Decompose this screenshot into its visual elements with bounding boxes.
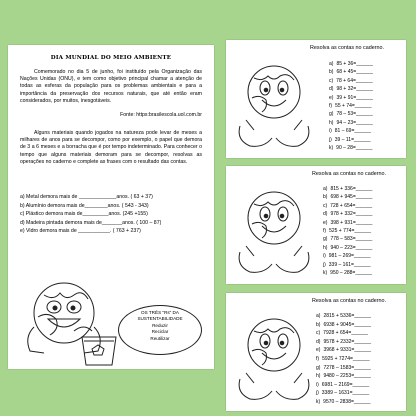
exercise-item (323, 210, 372, 218)
card-3-exercises (316, 312, 371, 407)
exercise-expression: 6938 + 9045=______ (323, 321, 372, 328)
exercise-item (329, 127, 373, 135)
exercise-letter: f) (329, 103, 333, 110)
exercise-expression: 94 – 23=______ (336, 119, 373, 126)
exercise-item (323, 219, 372, 227)
exercise-item (323, 261, 372, 269)
exercise-letter: e) (323, 219, 328, 226)
exercise-item (329, 85, 373, 93)
exercise-letter: c) (323, 202, 328, 209)
exercise-letter: k) (323, 270, 328, 277)
exercise-item (316, 312, 371, 321)
exercise-expression: 3389 – 1631=______ (321, 390, 370, 397)
bubble-reduce: Reduzir (152, 322, 168, 328)
exercise-letter: j) (316, 390, 319, 397)
exercise-expression: 78 – 53=______ (336, 111, 373, 118)
exercise-letter: j) (323, 261, 326, 268)
exercise-letter: j) (329, 136, 332, 143)
exercise-expression: 698 + 945=______ (330, 194, 373, 201)
exercise-item (323, 269, 372, 277)
exercise-expression: 7278 – 1583=______ (323, 364, 371, 371)
exercise-letter: d) (316, 338, 321, 345)
decomposition-questions (20, 193, 210, 236)
question-item: d) Madeira pintada demora mais de_______anos. ( 100 – 87) (20, 219, 162, 226)
exercise-expression: 85 + 36=______ (336, 61, 373, 67)
intro-text: Comemorado no dia 5 de junho, foi instituído pela Organização das Nações Unidas (ONU), e tem como objetivo principal chamar a atenção de todas as esferas da população para os problemas ambientais e para a importância da preservação dos recursos naturais, que até então eram considerados, por muitos, inesgotáveis. (20, 69, 202, 104)
exercise-expression: 78 + 64=______ (336, 77, 373, 84)
exercise-expression: 6981 – 2169=______ (321, 381, 370, 388)
exercise-expression: 950 – 288=______ (330, 270, 373, 277)
exercise-item (316, 329, 371, 338)
exercise-letter: c) (316, 330, 321, 337)
exercise-expression: 815 + 336=______ (330, 186, 373, 192)
exercise-letter: f) (316, 355, 320, 362)
exercise-expression: 9570 – 2838=______ (323, 398, 371, 405)
card-3-title: Resolva as contas no caderno. (312, 298, 387, 304)
exercise-expression: 81 – 69=______ (334, 128, 372, 135)
exercise-expression: 2815 + 5336=______ (323, 313, 372, 319)
exercise-letter: d) (323, 211, 328, 218)
exercise-letter: e) (316, 347, 321, 354)
exercise-item (316, 389, 371, 398)
bubble-recycle: Reciclar (151, 329, 169, 335)
exercise-letter: h) (316, 373, 321, 380)
smiling-globe-icon (234, 54, 314, 154)
exercise-expression: 525 + 774=______ (329, 228, 372, 235)
exercise-item (316, 321, 371, 330)
question-item: b) Alumínio demora mais de________anos. ( 543 - 343) (20, 202, 149, 209)
exercise-item (329, 102, 373, 110)
exercise-letter: d) (329, 86, 334, 93)
exercise-item (316, 381, 371, 390)
exercise-expression: 5925 + 7274=______ (322, 355, 370, 362)
exercise-item (329, 119, 373, 127)
bubble-heading: OS TRÊS "Rs" DA (141, 310, 179, 315)
exercise-expression: 39 – 11=______ (334, 136, 371, 143)
exercise-letter: k) (329, 145, 334, 152)
exercise-letter: g) (329, 111, 334, 118)
exercise-expression: 728 + 654=______ (330, 202, 373, 209)
exercise-item (329, 94, 373, 102)
exercise-expression: 398 + 931=______ (330, 219, 373, 226)
main-worksheet (8, 45, 214, 369)
exercise-item (323, 193, 372, 201)
exercise-expression: 90 – 28=______ (336, 145, 373, 152)
exercise-item (323, 227, 372, 235)
exercise-expression: 339 – 161=______ (328, 261, 371, 268)
source-citation: Fonte: https:brasilescola.uol.com.br (120, 112, 202, 118)
card-1-title: Resolva as contas no caderno. (310, 45, 385, 51)
exercise-expression: 7928 + 654=______ (323, 330, 368, 337)
exercise-expression: 55 + 74=______ (335, 103, 372, 110)
exercise-expression: 9480 – 2253=______ (323, 373, 371, 380)
card-1-exercises (329, 60, 373, 152)
three-rs-speech-bubble (118, 305, 202, 355)
instructions-paragraph (20, 130, 202, 166)
exercise-expression: 978 + 332=______ (330, 211, 373, 218)
exercise-item (323, 244, 372, 252)
exercise-item (329, 68, 373, 76)
exercise-item (323, 185, 372, 193)
exercise-item (329, 110, 373, 118)
exercise-letter: c) (329, 77, 334, 84)
card-2-exercises (323, 185, 372, 277)
question-item: c) Plástico demora mais de_________anos. (245 +155) (20, 211, 148, 218)
exercise-expression: 98 + 32=______ (336, 86, 373, 93)
exercise-item (316, 364, 371, 373)
exercise-item (316, 398, 371, 407)
instructions-text: Alguns materiais quando jogados na natureza pode levar de meses a milhares de anos para se decompor, como por exemplo, o papel que demora de 3 a 6 meses e a borracha que é por tempo indeterminado. Para conhecer o tempo que alguns materiais demoram para se decompor, resolvas as operações no caderno e complete as frases com o resultado das contas. (20, 130, 202, 165)
exercise-item (316, 338, 371, 347)
worksheet-title: DIA MUNDIAL DO MEIO AMBIENTE (50, 55, 172, 61)
exercise-item (329, 144, 373, 152)
exercise-letter: g) (316, 364, 321, 371)
exercise-item (323, 202, 372, 210)
exercise-item (329, 136, 373, 144)
exercise-letter: h) (323, 244, 328, 251)
bubble-subheading: SUSTENTABILIDADE (137, 316, 183, 322)
math-card-1 (226, 40, 406, 158)
exercise-item (316, 372, 371, 381)
exercise-letter: e) (329, 94, 334, 101)
exercise-letter: k) (316, 398, 321, 405)
exercise-letter: i) (316, 381, 319, 388)
exercise-expression: 778 – 583=______ (330, 236, 373, 243)
exercise-item (329, 77, 373, 85)
math-card-2 (226, 166, 406, 284)
question-item: a) Metal demora mais de _____________anos. ( 63 + 37) (20, 194, 153, 200)
exercise-item (316, 355, 371, 364)
exercise-expression: 9578 + 2332=______ (323, 338, 372, 345)
exercise-letter: b) (329, 69, 334, 76)
exercise-item (323, 252, 372, 260)
globe-mascot-illustration (22, 267, 132, 367)
exercise-expression: 940 – 223=______ (330, 244, 373, 251)
exercise-letter: i) (329, 128, 332, 135)
exercise-letter: h) (329, 119, 334, 126)
question-item: e) Vidro demora mais de ___________. ( 763 + 237) (20, 228, 141, 235)
exercise-expression: 68 + 45=______ (336, 69, 373, 76)
exercise-letter: a) (316, 313, 321, 319)
exercise-letter: f) (323, 228, 327, 235)
exercise-letter: a) (329, 61, 334, 67)
exercise-letter: b) (323, 194, 328, 201)
intro-paragraph (20, 69, 202, 105)
exercise-expression: 39 + 91=______ (336, 94, 373, 101)
exercise-letter: a) (323, 186, 328, 192)
smiling-globe-icon (234, 180, 314, 280)
exercise-letter: b) (316, 321, 321, 328)
card-2-title: Resolva as contas no caderno. (312, 171, 387, 177)
exercise-letter: i) (323, 253, 326, 260)
exercise-expression: 981 – 269=______ (328, 253, 371, 260)
exercise-item (323, 235, 372, 243)
exercise-letter: g) (323, 236, 328, 243)
exercise-item (329, 60, 373, 68)
exercise-expression: 3968 + 9331=______ (323, 347, 372, 354)
bubble-reuse: Reutilizar (150, 335, 170, 341)
exercise-item (316, 346, 371, 355)
smiling-globe-icon (234, 307, 314, 407)
math-card-3 (226, 293, 406, 411)
